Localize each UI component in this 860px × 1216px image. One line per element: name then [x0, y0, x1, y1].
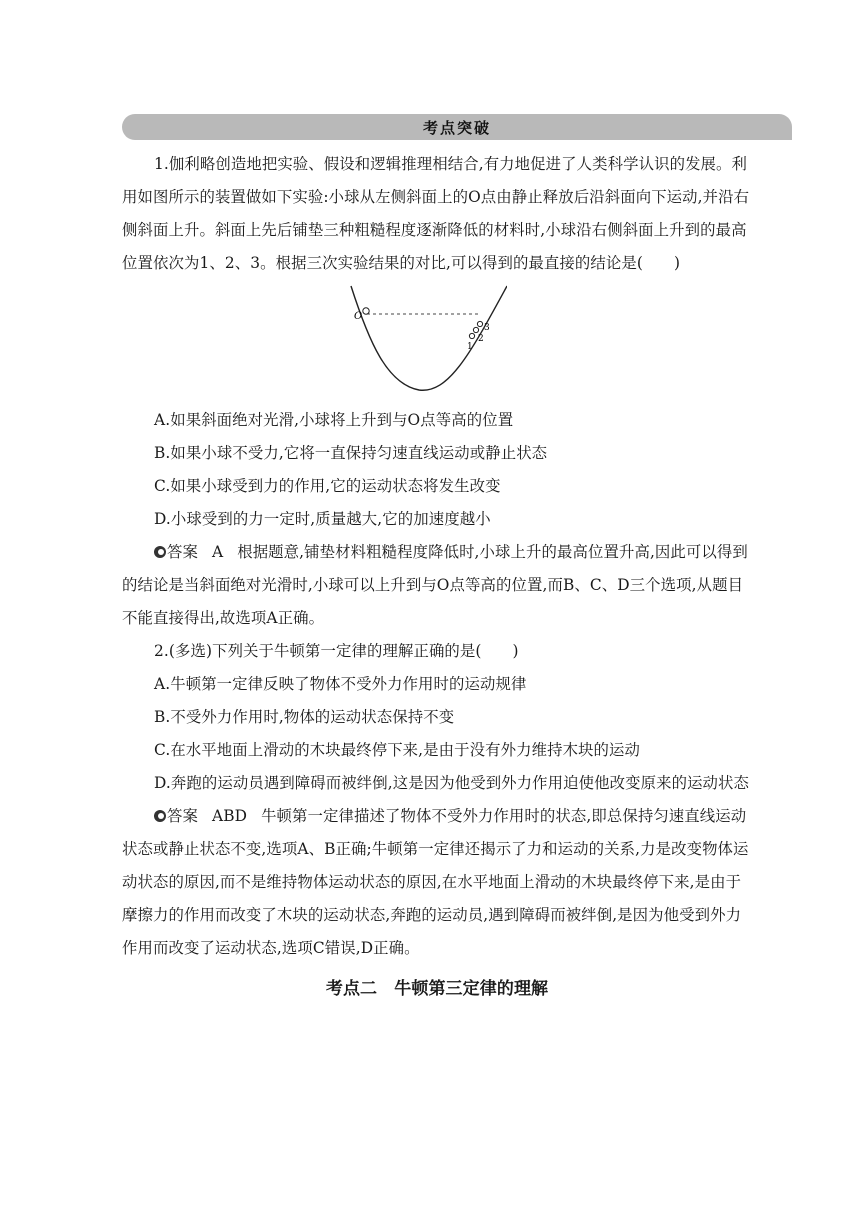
question-1-answer	[122, 536, 752, 635]
answer-icon	[154, 810, 166, 822]
section-heading: 考点二 牛顿第三定律的理解	[325, 979, 549, 999]
banner-title: 考点突破	[422, 118, 491, 137]
question-2-answer	[122, 800, 752, 965]
question-1-figure	[122, 282, 752, 400]
question-1-option-c: C.如果小球受到力的作用,它的运动状态将发生改变	[154, 477, 501, 495]
question-1-stem: 1.伽利略创造地把实验、假设和逻辑推理相结合,有力地促进了人类科学认识的发展。利用如图所示的装置做如下实验:小球从左侧斜面上的O点由静止释放后沿斜面向下运动,并沿右侧斜面上升。斜面上先后铺垫三种粗糙程度逐渐降低的材料时,小球沿右侧斜面上升到的最高位置依次为1、2、3。根据三次实验结果的对比,可以得到的最直接的结论是( )	[122, 155, 750, 272]
answer-explanation: 牛顿第一定律描述了物体不受外力作用时的状态,即总保持匀速直线运动状态或静止状态不变,选项A、B正确;牛顿第一定律还揭示了力和运动的关系,力是改变物体运动状态的原因,而不是维持物体运动状态的原因,在水平地面上滑动的木块最终停下来,是由于摩擦力的作用而改变了木块的运动状态,奔跑的运动员,遇到障碍而被绊倒,是因为他受到外力作用而改变了运动状态,选项C错误,D正确。	[122, 807, 749, 957]
answer-value: A	[211, 543, 224, 561]
question-2-option-b: B.不受外力作用时,物体的运动状态保持不变	[154, 708, 455, 726]
label-1: 1	[467, 342, 473, 352]
label-3: 3	[484, 323, 490, 333]
answer-label: 答案	[167, 807, 198, 825]
ball-at-o	[363, 308, 369, 314]
question-1-option-a: A.如果斜面绝对光滑,小球将上升到与O点等高的位置	[154, 411, 514, 429]
answer-icon	[154, 546, 166, 558]
question-2-option-d: D.奔跑的运动员遇到障碍而被绊倒,这是因为他受到外力作用迫使他改变原来的运动状态	[154, 774, 750, 792]
answer-value: ABD	[211, 807, 248, 825]
valley-track-diagram	[347, 282, 507, 398]
ball-position-2	[473, 327, 478, 332]
main-content	[122, 148, 752, 1006]
section-banner	[122, 114, 792, 140]
question-2-option-a: A.牛顿第一定律反映了物体不受外力作用时的运动规律	[154, 675, 527, 693]
ball-position-1	[469, 333, 474, 338]
question-2-option-c: C.在水平地面上滑动的木块最终停下来,是由于没有外力维持木块的运动	[154, 741, 641, 759]
label-o: O	[354, 311, 363, 322]
answer-label: 答案	[167, 543, 198, 561]
question-1-option-d: D.小球受到的力一定时,质量越大,它的加速度越小	[154, 510, 491, 528]
question-1-option-b: B.如果小球不受力,它将一直保持匀速直线运动或静止状态	[154, 444, 548, 462]
label-2: 2	[478, 334, 484, 344]
ball-position-3	[477, 321, 482, 326]
question-2-stem: 2.(多选)下列关于牛顿第一定律的理解正确的是( )	[154, 642, 519, 660]
answer-explanation: 根据题意,铺垫材料粗糙程度降低时,小球上升的最高位置升高,因此可以得到的结论是当斜面绝对光滑时,小球可以上升到与O点等高的位置,而B、C、D三个选项,从题目不能直接得出,故选项A正确。	[122, 543, 748, 627]
